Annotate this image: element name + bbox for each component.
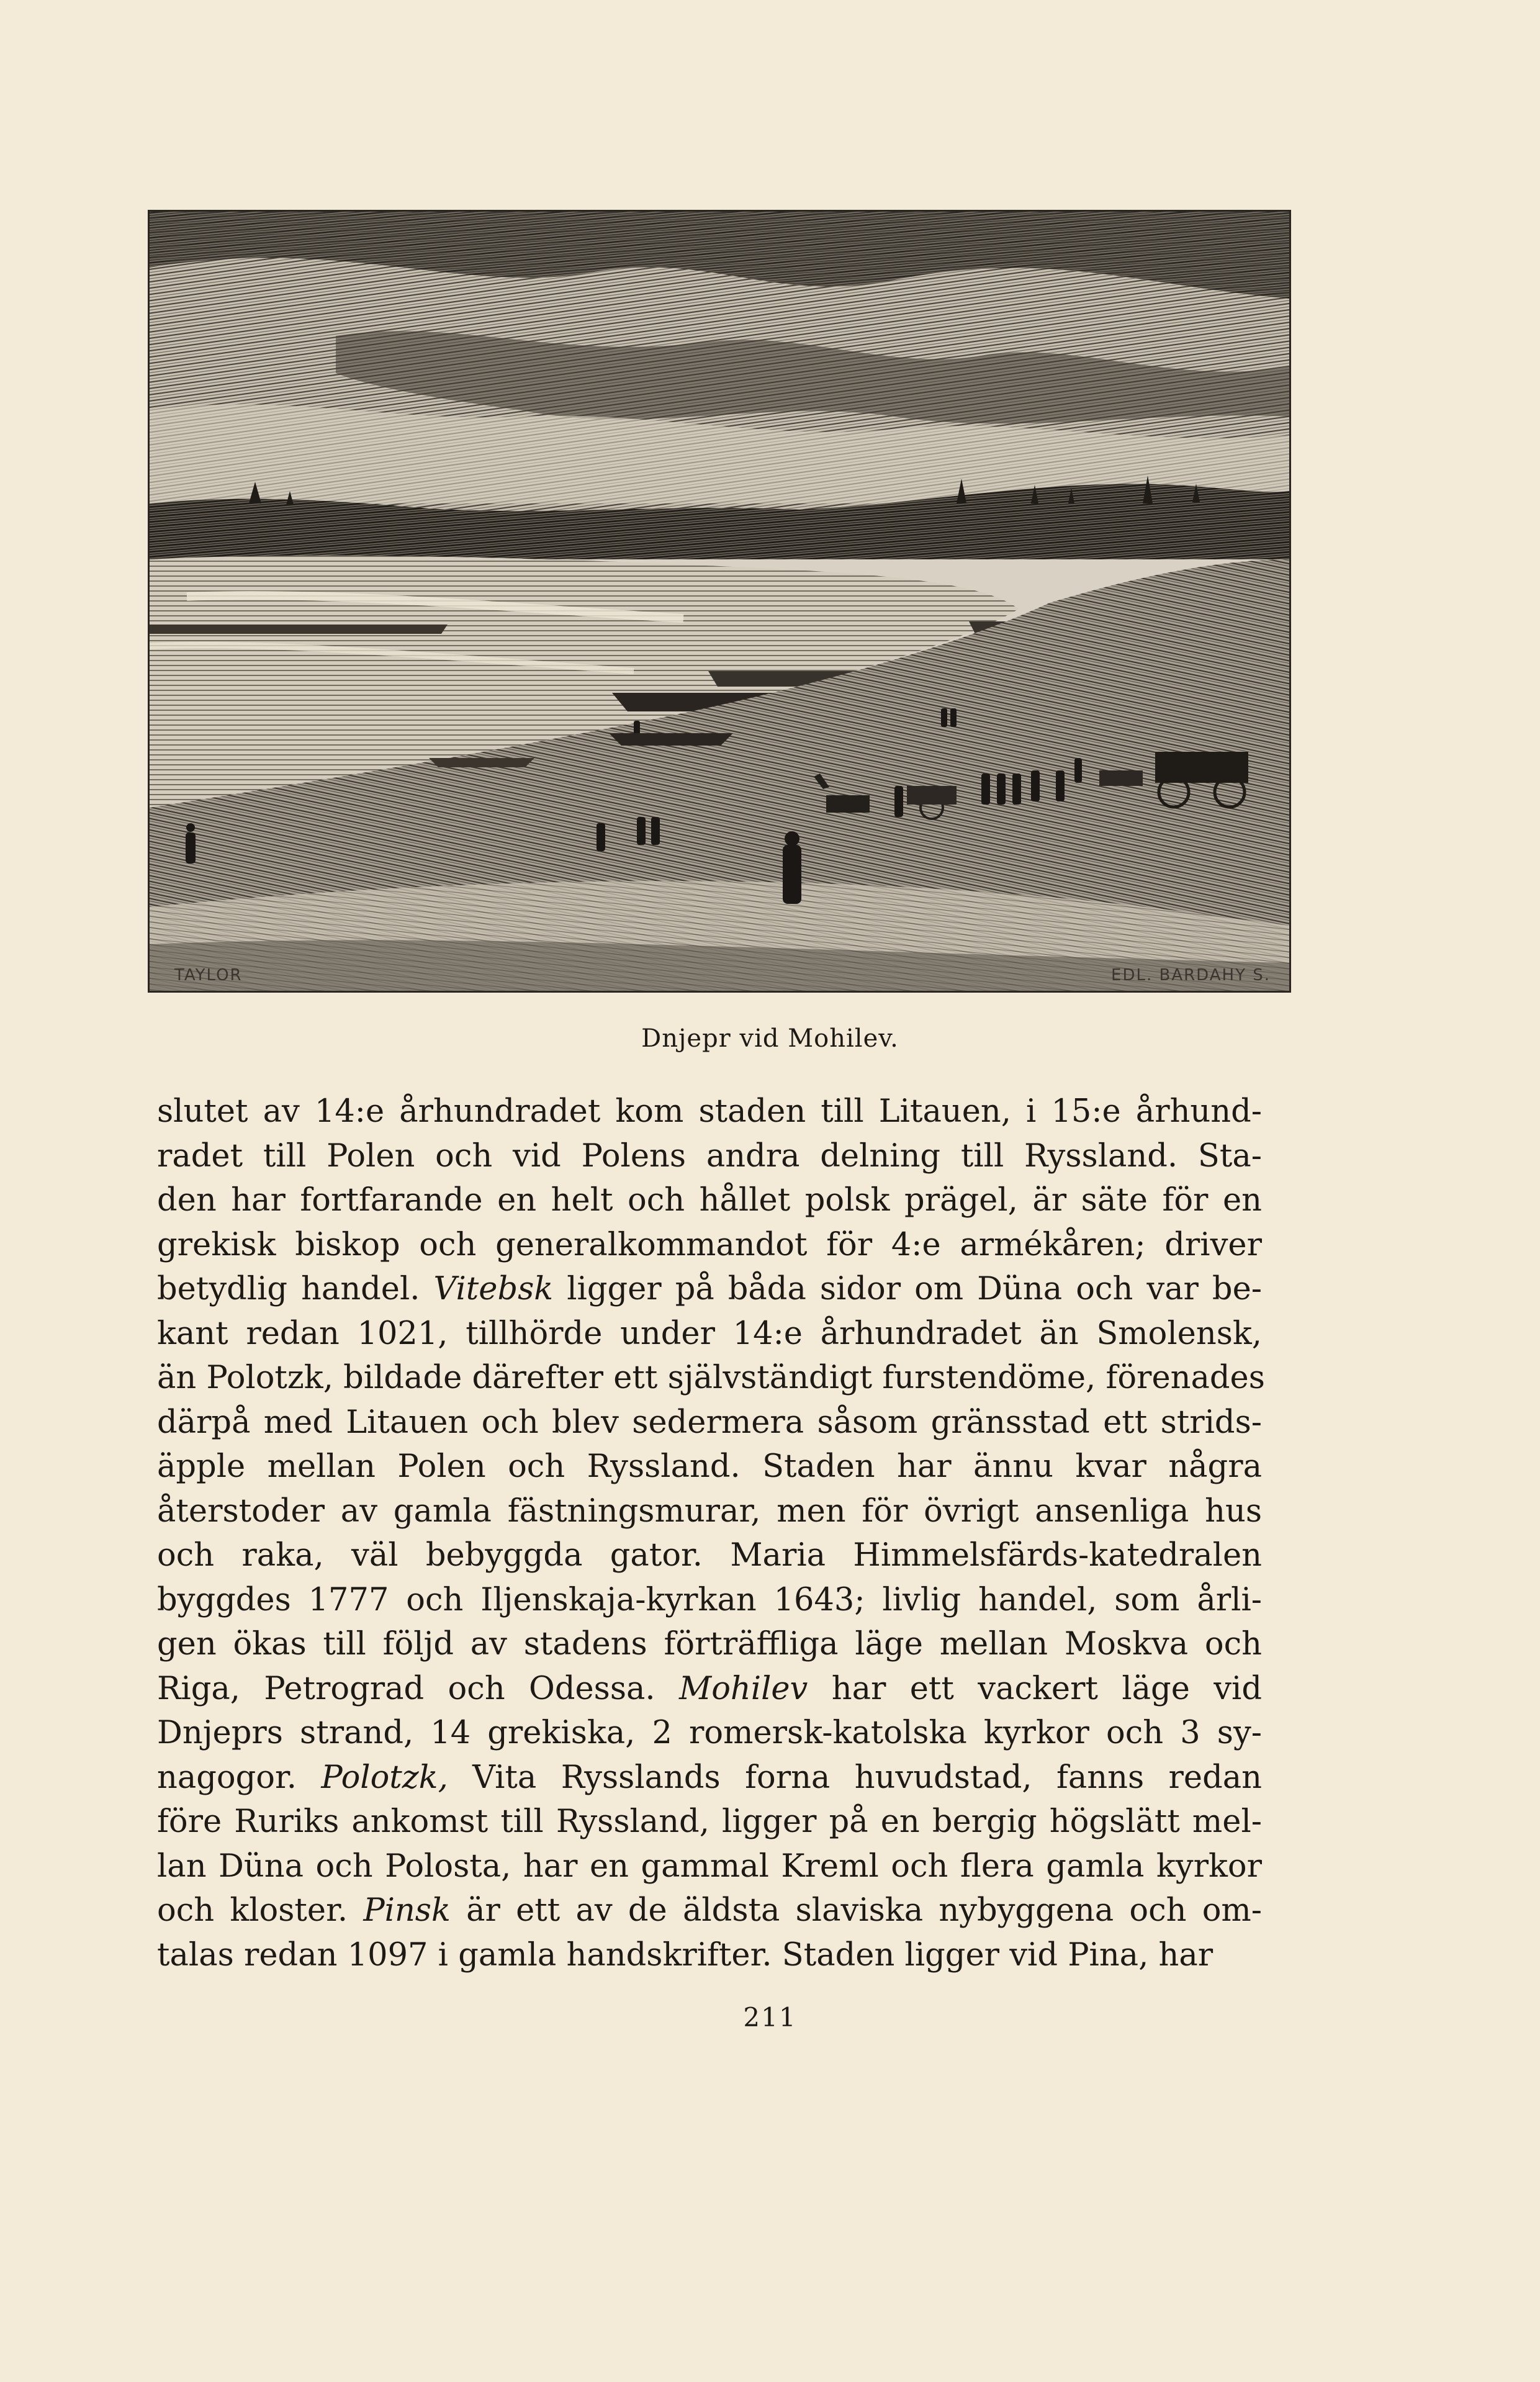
engraver-signature-left: TAYLOR xyxy=(174,966,243,985)
text-line: kant redan 1021, tillhörde under 14:e århundradet än Smolensk, xyxy=(157,1315,1262,1352)
river-landscape-engraving xyxy=(150,212,1289,991)
text-line: talas redan 1097 i gamla handskrifter. Staden ligger vid Pina, har xyxy=(157,1936,1214,1974)
text-line: än Polotzk, bildade därefter ett självständigt furstendöme, förenades xyxy=(157,1360,1265,1396)
text-line: Riga, Petrograd och Odessa. Mohilev har ett vackert läge vid xyxy=(157,1670,1263,1707)
figure-caption: Dnjepr vid Mohilev. xyxy=(641,1024,899,1053)
text-line: grekisk biskop och generalkommandot för 4:e armékåren; driver xyxy=(157,1226,1262,1263)
text-line: före Ruriks ankomst till Ryssland, ligger på en bergig högslätt mel- xyxy=(157,1803,1262,1840)
engraver-signature-right: EDL. BARDAHY S. xyxy=(1111,966,1271,985)
text-line: Dnjeprs strand, 14 grekiska, 2 romersk-katolska kyrkor och 3 sy- xyxy=(157,1715,1262,1751)
text-line: nagogor. Polotzk, Vita Rysslands forna huvudstad, fanns redan xyxy=(157,1759,1263,1796)
body-text xyxy=(157,1089,1265,1977)
text-line: slutet av 14:e århundradet kom staden till Litauen, i 15:e århund- xyxy=(157,1093,1262,1130)
text-line: byggdes 1777 och Iljenskaja-kyrkan 1643; livlig handel, som årli- xyxy=(157,1581,1262,1618)
text-line: äpple mellan Polen och Ryssland. Staden har ännu kvar några xyxy=(157,1448,1262,1485)
text-line: gen ökas till följd av stadens förträffliga läge mellan Moskva och xyxy=(157,1626,1262,1662)
text-line: den har fortfarande en helt och hållet polsk prägel, är säte för en xyxy=(157,1182,1262,1219)
text-line: radet till Polen och vid Polens andra delning till Ryssland. Sta- xyxy=(157,1137,1262,1175)
text-line: och kloster. Pinsk är ett av de äldsta slaviska nybyggena och om- xyxy=(157,1892,1263,1929)
page-number: 211 xyxy=(743,2002,797,2032)
text-line: betydlig handel. Vitebsk ligger på båda sidor om Düna och var be- xyxy=(157,1271,1262,1307)
text-line: återstoder av gamla fästningsmurar, men för övrigt ansenliga hus xyxy=(157,1492,1262,1530)
text-line: därpå med Litauen och blev sedermera såsom gränsstad ett strids- xyxy=(157,1404,1262,1441)
engraving-illustration xyxy=(148,210,1291,993)
text-line: lan Düna och Polosta, har en gammal Kreml och flera gamla kyrkor xyxy=(157,1847,1262,1885)
text-line: och raka, väl bebyggda gator. Maria Himmelsfärds-katedralen xyxy=(157,1537,1262,1574)
